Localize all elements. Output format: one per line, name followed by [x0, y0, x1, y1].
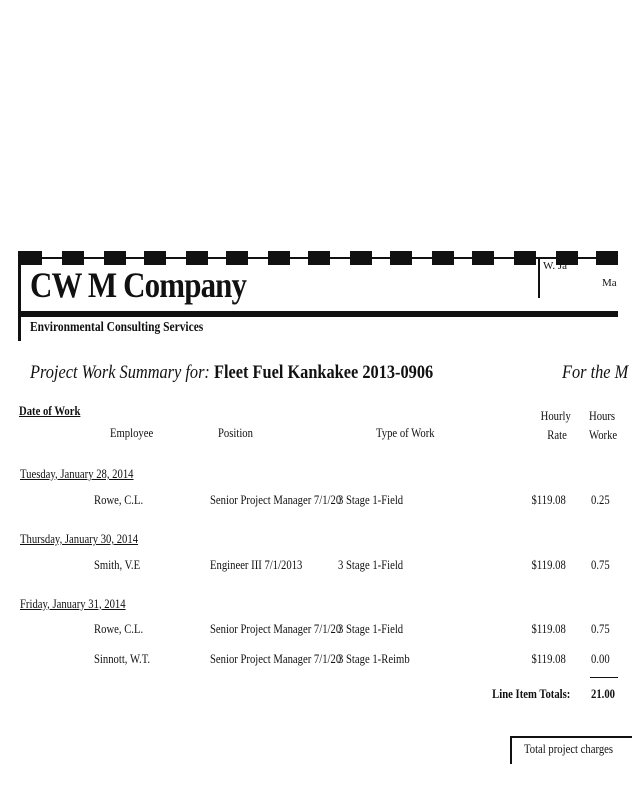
- address-line-2: Ma: [602, 277, 617, 289]
- header-worked: Worke: [589, 427, 618, 442]
- header-employee: Employee: [110, 425, 154, 440]
- row-employee: Sinnott, W.T.: [94, 651, 151, 666]
- row-position: Senior Project Manager 7/1/20: [210, 651, 342, 666]
- header-position: Position: [218, 425, 253, 440]
- company-tagline: Environmental Consulting Services: [30, 320, 204, 335]
- company-name: CW M Company: [30, 265, 247, 305]
- header-left-border: [18, 251, 21, 341]
- line-item-totals-label: Line Item Totals:: [491, 686, 570, 701]
- summary-title: [30, 362, 433, 384]
- header-rule: [20, 311, 618, 317]
- total-project-charges-label: Total project charges: [524, 741, 614, 756]
- row-rate: $119.08: [531, 557, 566, 572]
- header-hourly: Hourly: [540, 408, 571, 423]
- header-dash-border: [18, 251, 618, 265]
- header-divider: [538, 258, 540, 298]
- row-type: 3 Stage 1-Field: [338, 621, 404, 636]
- row-position: Engineer III 7/1/2013: [210, 557, 303, 572]
- header-type-of-work: Type of Work: [376, 425, 435, 440]
- row-rate: $119.08: [531, 621, 566, 636]
- totals-rule: [590, 677, 618, 678]
- row-employee: Rowe, C.L.: [94, 621, 144, 636]
- work-date: Friday, January 31, 2014: [20, 596, 126, 611]
- row-type: 3 Stage 1-Field: [338, 557, 404, 572]
- row-rate: $119.08: [531, 492, 566, 507]
- row-type: 3 Stage 1-Reimb: [338, 651, 410, 666]
- row-position: Senior Project Manager 7/1/20: [210, 621, 342, 636]
- header-rate: Rate: [547, 427, 567, 442]
- work-date: Thursday, January 30, 2014: [20, 531, 139, 546]
- work-date: Tuesday, January 28, 2014: [20, 466, 134, 481]
- period-label: For the M: [562, 362, 629, 383]
- line-item-totals-hours: 21.00: [591, 686, 615, 701]
- row-employee: Smith, V.E: [94, 557, 141, 572]
- header-date-of-work: Date of Work: [19, 403, 81, 418]
- row-hours: 0.75: [591, 557, 610, 572]
- row-hours: 0.00: [591, 651, 610, 666]
- row-type: 3 Stage 1-Field: [338, 492, 404, 507]
- header-hours: Hours: [589, 408, 616, 423]
- row-rate: $119.08: [531, 651, 566, 666]
- row-hours: 0.25: [591, 492, 610, 507]
- summary-label: Project Work Summary for:: [30, 362, 210, 383]
- address-line-1: W. Ja: [543, 260, 568, 272]
- project-name: Fleet Fuel Kankakee 2013-0906: [213, 362, 434, 383]
- row-hours: 0.75: [591, 621, 610, 636]
- row-position: Senior Project Manager 7/1/20: [210, 492, 342, 507]
- row-employee: Rowe, C.L.: [94, 492, 144, 507]
